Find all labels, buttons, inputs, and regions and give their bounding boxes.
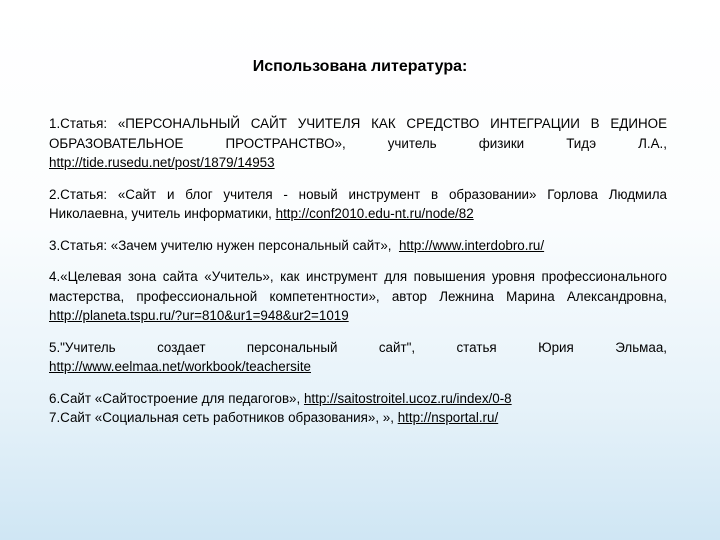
reference-text: 3.Статья: «Зачем учителю нужен персональный сайт»,	[49, 237, 392, 253]
references-list	[49, 114, 667, 428]
reference-text: 7.Сайт «Социальная сеть работников образования», »,	[49, 410, 394, 425]
reference-item-2	[49, 185, 667, 224]
reference-text: 6.Сайт «Сайтостроение для педагогов»,	[49, 390, 301, 406]
reference-text: 4.«Целевая зона сайта «Учитель», как инструмент для повышения уровня профессионального мастерства, профессиональной компетентности», автор Лежнина Марина Александровна,	[49, 269, 667, 304]
reference-item-4	[49, 267, 667, 326]
reference-item-7	[49, 408, 667, 428]
reference-link[interactable]: http://www.interdobro.ru/	[398, 237, 545, 253]
reference-text: 2.Статья: «Сайт и блог учителя - новый инструмент в образовании» Горлова Людмила Николаевна, учитель информатики,	[49, 186, 667, 221]
reference-text: 1.Статья: «ПЕРСОНАЛЬНЫЙ САЙТ УЧИТЕЛЯ КАК СРЕДСТВО ИНТЕГРАЦИИ В ЕДИНОЕ ОБРАЗОВАТЕЛЬНОЕ ПРОСТРАНСТВО», учитель физики Тидэ Л.А.,	[49, 116, 667, 151]
reference-item-3	[49, 236, 667, 256]
reference-item-5	[49, 338, 667, 377]
reference-link[interactable]: http://www.eelmaa.net/workbook/teachersite	[49, 359, 311, 374]
reference-link[interactable]: http://planeta.tspu.ru/?ur=810&ur1=948&ur2=1019	[49, 308, 349, 323]
reference-item-6	[49, 389, 667, 409]
reference-link[interactable]: http://nsportal.ru/	[397, 410, 499, 425]
reference-link[interactable]: http://conf2010.edu-nt.ru/node/82	[275, 206, 474, 221]
reference-item-1	[49, 114, 667, 173]
reference-text: 5."Учитель создает персональный сайт", статья Юрия Эльмаа,	[49, 339, 667, 355]
slide-title: Использована литература:	[252, 58, 468, 75]
reference-link[interactable]: http://tide.rusedu.net/post/1879/14953	[49, 155, 275, 170]
reference-link[interactable]: http://saitostroitel.ucoz.ru/index/0-8	[303, 390, 512, 406]
